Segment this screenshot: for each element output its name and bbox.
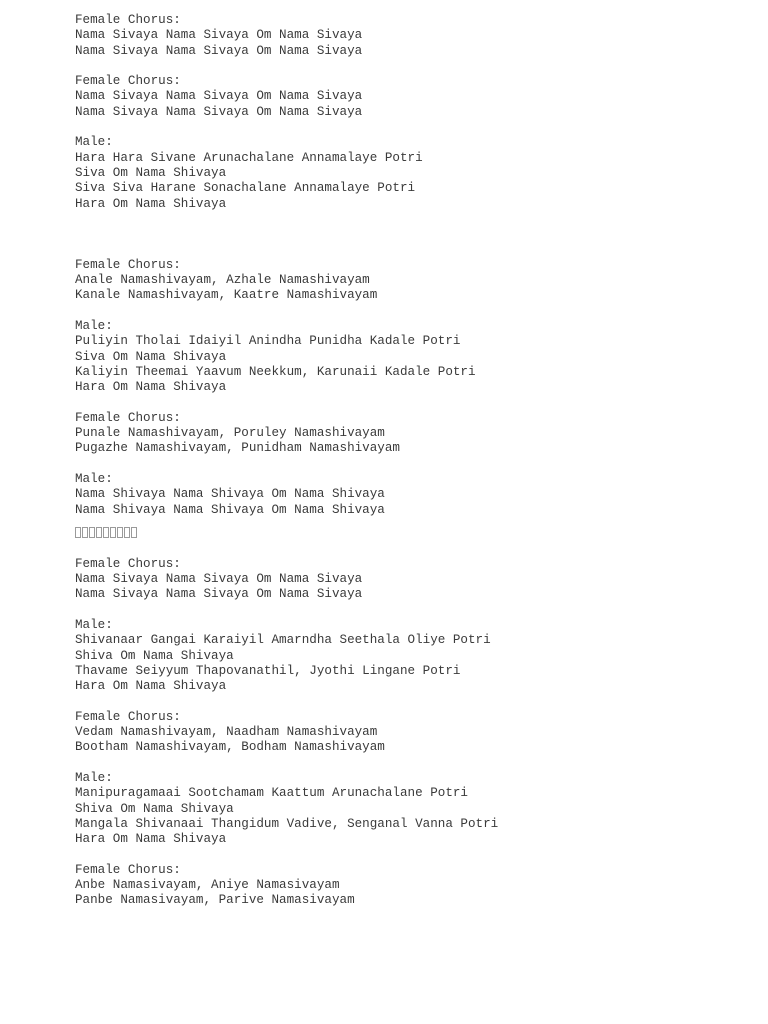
- lyric-line: Nama Sivaya Nama Sivaya Om Nama Sivaya: [75, 28, 363, 43]
- stanza: [75, 472, 498, 518]
- lyric-line: Siva Om Nama Shivaya: [75, 349, 227, 364]
- speaker-label: Female Chorus:: [75, 862, 181, 877]
- lyrics-document: [75, 13, 498, 924]
- missing-glyph-box: [82, 527, 88, 538]
- lyric-line: Shivanaar Gangai Karaiyil Amarndha Seethala Oliye Potri: [75, 633, 491, 648]
- stanza: [75, 411, 498, 457]
- lyric-line: Shiva Om Nama Shivaya: [75, 801, 234, 816]
- stanza: [75, 710, 498, 756]
- lyric-line: Hara Hara Sivane Arunachalane Annamalaye Potri: [75, 150, 423, 165]
- lyric-line: Vedam Namashivayam, Naadham Namashivayam: [75, 725, 378, 740]
- missing-glyph-box: [124, 527, 130, 538]
- stanza: [75, 135, 498, 211]
- missing-glyph-box: [75, 527, 81, 538]
- lyric-line: Panbe Namasivayam, Parive Namasivayam: [75, 893, 355, 908]
- stanza: [75, 557, 498, 603]
- lyric-line: Anbe Namasivayam, Aniye Namasivayam: [75, 878, 340, 893]
- stanza: [75, 618, 498, 694]
- stanza: [75, 258, 498, 304]
- speaker-label: Male:: [75, 318, 113, 333]
- unrendered-glyph-row: [75, 525, 498, 540]
- stanza: [75, 863, 498, 909]
- lyric-line: Mangala Shivanaai Thangidum Vadive, Senganal Vanna Potri: [75, 816, 499, 831]
- lyric-line: Nama Sivaya Nama Sivaya Om Nama Sivaya: [75, 104, 363, 119]
- lyric-line: Anale Namashivayam, Azhale Namashivayam: [75, 273, 370, 288]
- lyric-line: Kanale Namashivayam, Kaatre Namashivayam: [75, 288, 378, 303]
- lyric-line: Kaliyin Theemai Yaavum Neekkum, Karunaii Kadale Potri: [75, 364, 476, 379]
- stanza: [75, 771, 498, 847]
- speaker-label: Male:: [75, 770, 113, 785]
- speaker-label: Female Chorus:: [75, 257, 181, 272]
- lyric-line: Siva Siva Harane Sonachalane Annamalaye Potri: [75, 181, 416, 196]
- speaker-label: Female Chorus:: [75, 410, 181, 425]
- lyric-line: Hara Om Nama Shivaya: [75, 832, 227, 847]
- lyric-line: Manipuragamaai Sootchamam Kaattum Arunachalane Potri: [75, 786, 468, 801]
- lyric-line: Nama Shivaya Nama Shivaya Om Nama Shivaya: [75, 502, 385, 517]
- speaker-label: Female Chorus:: [75, 74, 181, 89]
- speaker-label: Male:: [75, 617, 113, 632]
- lyric-line: Hara Om Nama Shivaya: [75, 679, 227, 694]
- missing-glyph-box: [103, 527, 109, 538]
- lyric-line: Nama Sivaya Nama Sivaya Om Nama Sivaya: [75, 587, 363, 602]
- lyric-line: Nama Sivaya Nama Sivaya Om Nama Sivaya: [75, 572, 363, 587]
- missing-glyph-box: [110, 527, 116, 538]
- speaker-label: Male:: [75, 471, 113, 486]
- lyric-line: Nama Sivaya Nama Sivaya Om Nama Sivaya: [75, 43, 363, 58]
- stanza: [75, 13, 498, 59]
- missing-glyph-box: [96, 527, 102, 538]
- missing-glyph-box: [89, 527, 95, 538]
- lyric-line: Punale Namashivayam, Poruley Namashivayam: [75, 426, 385, 441]
- lyric-line: Nama Shivaya Nama Shivaya Om Nama Shivaya: [75, 487, 385, 502]
- missing-glyph-box: [131, 527, 137, 538]
- lyric-line: Bootham Namashivayam, Bodham Namashivayam: [75, 740, 385, 755]
- lyric-line: Pugazhe Namashivayam, Punidham Namashivayam: [75, 441, 400, 456]
- lyric-line: Hara Om Nama Shivaya: [75, 380, 227, 395]
- lyric-line: Thavame Seiyyum Thapovanathil, Jyothi Lingane Potri: [75, 663, 461, 678]
- lyric-line: Shiva Om Nama Shivaya: [75, 648, 234, 663]
- speaker-label: Female Chorus:: [75, 556, 181, 571]
- missing-glyph-box: [117, 527, 123, 538]
- lyric-line: Puliyin Tholai Idaiyil Anindha Punidha Kadale Potri: [75, 334, 461, 349]
- speaker-label: Male:: [75, 135, 113, 150]
- lyric-line: Hara Om Nama Shivaya: [75, 196, 227, 211]
- lyric-line: Siva Om Nama Shivaya: [75, 165, 227, 180]
- stanza: [75, 319, 498, 395]
- stanza: [75, 74, 498, 120]
- speaker-label: Female Chorus:: [75, 13, 181, 27]
- lyric-line: Nama Sivaya Nama Sivaya Om Nama Sivaya: [75, 89, 363, 104]
- speaker-label: Female Chorus:: [75, 709, 181, 724]
